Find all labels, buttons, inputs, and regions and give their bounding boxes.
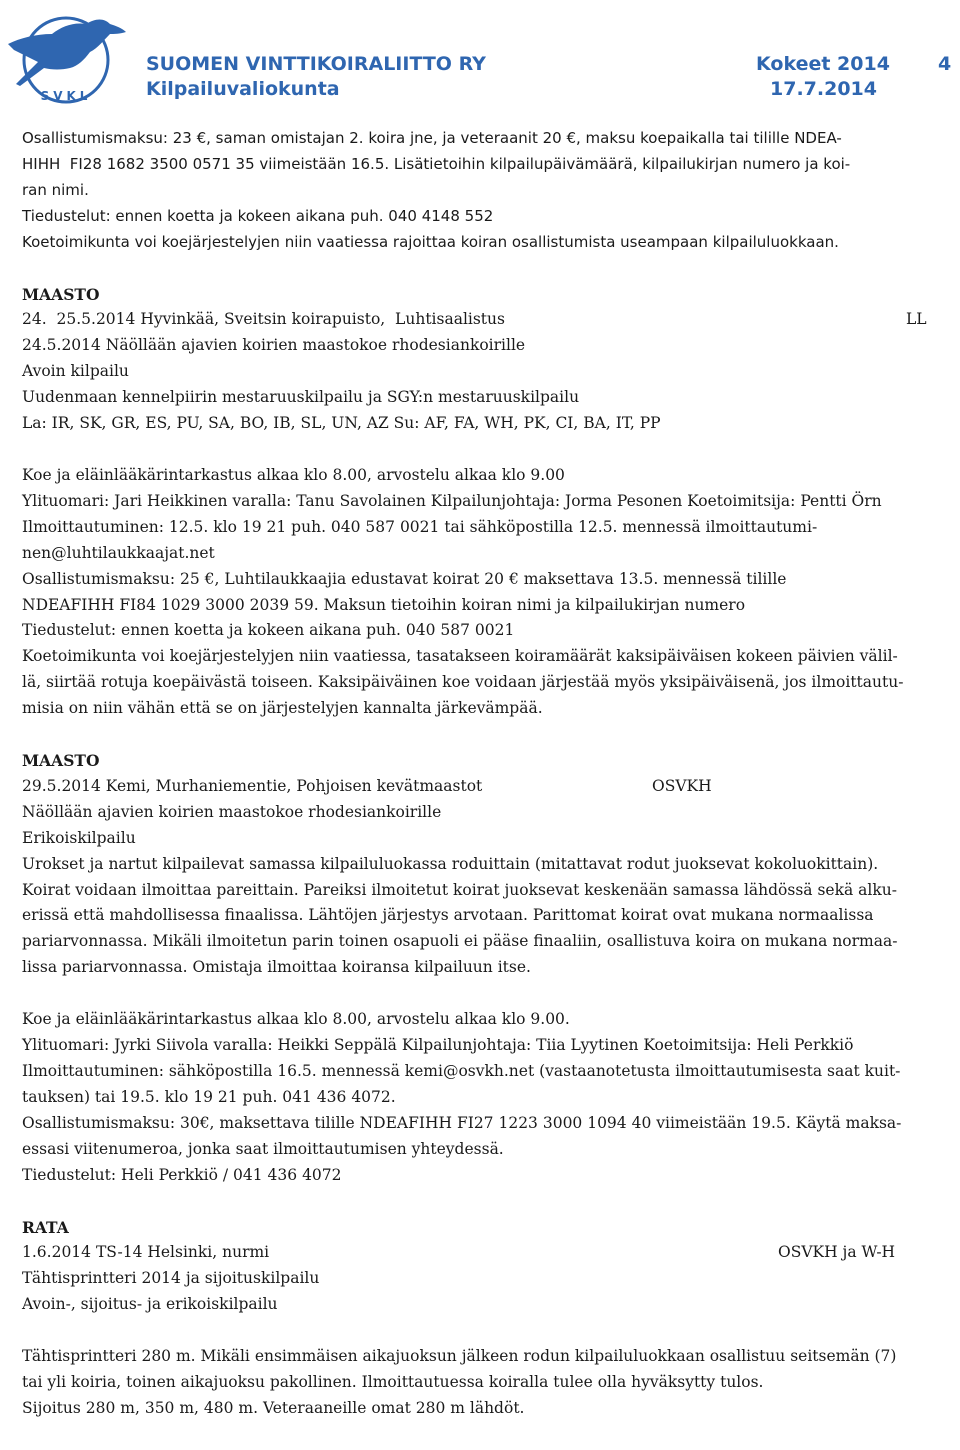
intro-line: ran nimi. — [22, 180, 89, 199]
section-line: misia on niin vähän että se on järjestelyjen kannalta järkevämpää. — [22, 699, 543, 718]
section-line: Osallistumismaksu: 30€, maksettava tilille NDEAFIHH FI27 1223 3000 1094 40 viimeistään 19.5. Käytä maksa- — [22, 1113, 902, 1132]
section-line: Avoin-, sijoitus- ja erikoiskilpailu — [22, 1295, 278, 1314]
section-line: Tähtisprintteri 2014 ja sijoituskilpailu — [22, 1269, 320, 1288]
section-line: essasi viitenumeroa, jonka saat ilmoittautumisen yhteydessä. — [22, 1139, 504, 1158]
section-line: lissa pariarvonnassa. Omistaja ilmoittaa koiransa kilpailuun itse. — [22, 958, 531, 977]
section-line: Ylituomari: Jyrki Siivola varalla: Heikki Seppälä Kilpailunjohtaja: Tiia Lyytinen Koetoimitsija: Heli Perkkiö — [22, 1036, 854, 1055]
section-line: Ilmoittautuminen: sähköpostilla 16.5. mennessä kemi@osvkh.net (vastaanotetusta ilmoittautumisesta saat kuit- — [22, 1062, 901, 1080]
event-organizer: OSVKH — [652, 776, 712, 795]
section-line: NDEAFIHH FI84 1029 3000 2039 59. Maksun tietoihin koiran nimi ja kilpailukirjan numero — [22, 595, 746, 614]
event-line — [22, 774, 947, 800]
document-title: Kokeet 2014 — [756, 53, 890, 75]
section-line: tauksen) tai 19.5. klo 19 21 puh. 041 436 4072. — [22, 1087, 396, 1106]
section-line: Urokset ja nartut kilpailevat samassa kilpailuluokassa roduittain (mitattavat rodut juoksevat kokoluokittain). — [22, 854, 879, 873]
intro-block — [22, 126, 947, 256]
event-title: 1.6.2014 TS-14 Helsinki, nurmi — [22, 1243, 270, 1262]
event-line — [22, 1240, 947, 1266]
section-line: Koe ja eläinlääkärintarkastus alkaa klo 8.00, arvostelu alkaa klo 9.00 — [22, 465, 565, 484]
event-title: 24. 25.5.2014 Hyvinkää, Sveitsin koirapuisto, Luhtisaalistus — [22, 310, 505, 329]
section-line: Ilmoittautuminen: 12.5. klo 19 21 puh. 040 587 0021 tai sähköpostilla 12.5. mennessä ilmoittautumi- — [22, 517, 818, 536]
section-line: tai yli koiria, toinen aikajuoksu pakollinen. Ilmoittautuessa koiralla tulee olla hyväksytty tulos. — [22, 1373, 764, 1392]
section-heading: RATA — [22, 1217, 69, 1237]
section-line: Avoin kilpailu — [22, 362, 129, 381]
section-line: Osallistumismaksu: 25 €, Luhtilaukkaajia edustavat koirat 20 € maksettava 13.5. mennessä tilille — [22, 569, 787, 588]
section-line: Uudenmaan kennelpiirin mestaruuskilpailu ja SGY:n mestaruuskilpailu — [22, 388, 580, 407]
event-organizer: OSVKH ja W-H — [778, 1243, 896, 1262]
org-name: SUOMEN VINTTIKOIRALIITTO RY — [146, 53, 486, 75]
section-line: Ylituomari: Jari Heikkinen varalla: Tanu Savolainen Kilpailunjohtaja: Jorma Pesonen Koetoimitsija: Pentti Örn — [22, 491, 882, 510]
section-line: lä, siirtää rotuja koepäivästä toiseen. Kaksipäiväinen koe voidaan järjestää myös yksipäiväisenä, jos ilmoittautu- — [22, 673, 904, 692]
section-line: Erikoiskilpailu — [22, 828, 136, 847]
section-line: Tähtisprintteri 280 m. Mikäli ensimmäisen aikajuoksun jälkeen rodun kilpailuluokkaan osallistuu seitsemän (7) — [22, 1347, 897, 1366]
event-line — [22, 307, 947, 333]
document-body — [22, 126, 947, 1422]
section-line: Tiedustelut: Heli Perkkiö / 041 436 4072 — [22, 1165, 342, 1184]
intro-line: Koetoimikunta voi koejärjestelyjen niin vaatiessa rajoittaa koiran osallistumista useampaan kilpailuluokkaan. — [22, 232, 839, 251]
intro-line: HIHH FI28 1682 3500 0571 35 viimeistään 16.5. Lisätietoihin kilpailupäivämäärä, kilpailukirjan numero ja koi- — [22, 154, 851, 173]
section-line: nen@luhtilaukkaajat.net — [22, 543, 215, 562]
section-line: Koetoimikunta voi koejärjestelyjen niin vaatiessa, tasatakseen koiramäärät kaksipäiväisen kokeen päivien välil- — [22, 647, 898, 666]
event-organizer: LL — [906, 310, 927, 329]
section-line: La: IR, SK, GR, ES, PU, SA, BO, IB, SL, UN, AZ Su: AF, FA, WH, PK, CI, BA, IT, PP — [22, 414, 661, 433]
intro-line: Tiedustelut: ennen koetta ja kokeen aikana puh. 040 4148 552 — [22, 206, 494, 225]
section-line: Tiedustelut: ennen koetta ja kokeen aikana puh. 040 587 0021 — [22, 621, 515, 640]
section-line: Näöllään ajavien koirien maastokoe rhodesiankoirille — [22, 802, 442, 821]
section-line: Koirat voidaan ilmoittaa pareittain. Pareiksi ilmoitetut koirat juoksevat keskenään samassa lähdössä sekä alku- — [22, 880, 897, 899]
committee-name: Kilpailuvaliokunta — [146, 78, 340, 100]
section-line: 24.5.2014 Näöllään ajavien koirien maastokoe rhodesiankoirille — [22, 336, 526, 355]
page-number: 4 — [938, 53, 952, 75]
section-heading: MAASTO — [22, 751, 100, 771]
svkl-logo — [0, 4, 132, 108]
section-line: Koe ja eläinlääkärintarkastus alkaa klo 8.00, arvostelu alkaa klo 9.00. — [22, 1010, 570, 1029]
section-line: Sijoitus 280 m, 350 m, 480 m. Veteraaneille omat 280 m lähdöt. — [22, 1398, 525, 1417]
section-heading: MAASTO — [22, 284, 100, 304]
intro-line: Osallistumismaksu: 23 €, saman omistajan 2. koira jne, ja veteraanit 20 €, maksu koepaikalla tai tilille NDEA- — [22, 129, 842, 147]
section-line: erissä että mahdollisessa finaalissa. Lähtöjen järjestys arvotaan. Parittomat koirat ovat mukana normaalissa — [22, 906, 874, 925]
document-date: 17.7.2014 — [770, 78, 877, 100]
logo-text: SVKL — [40, 89, 92, 103]
event-title: 29.5.2014 Kemi, Murhaniementie, Pohjoisen kevätmaastot — [22, 776, 483, 795]
section-line: pariarvonnassa. Mikäli ilmoitetun parin toinen osapuoli ei pääse finaaliin, osallistuva koira on mukana normaa- — [22, 932, 898, 951]
